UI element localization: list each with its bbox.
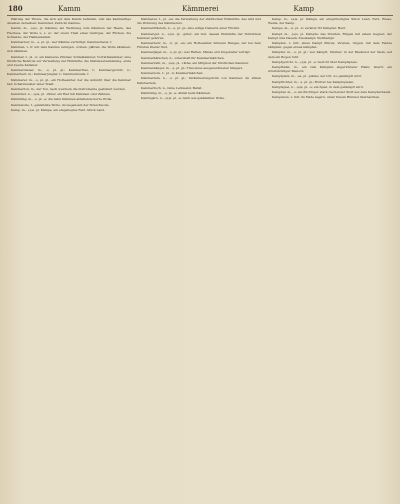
header-rule — [7, 15, 393, 16]
dictionary-entry: Kammerkätzchen, n., scherzhaft für Kammermädchen. — [141, 55, 225, 60]
dictionary-entry: Kämmling, m., -s, pl. -e; die beim Kämmen abfallende kurze Wolle. — [11, 97, 113, 102]
dictionary-entry: Kämmerlein, n., -s, pl. gl.; Verkleinerungsform von Kammer; im stillen Kämmerlein. — [137, 76, 261, 85]
dictionary-entry: Kamm, m., -(e)s, pl. Kämme; ein Werkzeug zum Kämmen der Haare, des Flachses, der Wolle u. s. w.; der obere Theil eines Gebirges, der Rücken, die Schneide; der Hahnenkamm. — [7, 26, 131, 39]
dictionary-entry: Kämmerei, f., pl. -en; die Verwaltung der städtischen Einkünfte; das Amt und die Wohnung des Kämmerers. — [137, 17, 261, 26]
headword-center: Kämmerei — [182, 5, 219, 13]
dictionary-entry: Kampfplatz, m., -es, pl. -plätze; der Ort, wo gekämpft wird. — [272, 74, 362, 79]
page-number: 180 — [8, 4, 23, 13]
dictionary-entry: Kämpfen, v. intr. einen Kampf führen, streiten, ringen; mit dem Feinde kämpfen; gegen etwas kämpfen. — [268, 41, 392, 50]
dictionary-entry: Kampfrichter, m., -s, pl. gl.; Richter bei Kampfspielen. — [272, 79, 355, 84]
dictionary-entry: Kammergut, n., -(e)s, pl. -güter; ein Gut, dessen Einkünfte der fürstlichen Kammer gehören. — [137, 31, 261, 40]
dictionary-entry: Kamp, m., -(e)s, pl. Kämpe; ein eingefriedigtes Stück Land, Feld, Wiese, Weide; der Kamp. — [268, 17, 392, 26]
page-header — [6, 3, 394, 15]
dictionary-entry: Kampe, m., -n, pl. -n; veraltet für Kämpfer, Held. — [272, 26, 346, 31]
dictionary-entry: Kammer, f., pl. -n; ein kleineres Zimmer, Schlafkammer, Vorrathskammer; eine fürstliche Behörde zur Verwaltung der Einkünfte; die Ständeversammlung, erste und zweite Kammer. — [7, 54, 131, 68]
headword-left: Kamm — [58, 5, 81, 13]
dictionary-entry: Kammerdiener, m., -s, pl. gl.; Kammerfrau, f.; Kammergericht, n.; Kammerherr, m.; Kammerjungfer, f.; Kammermusik, f. — [7, 68, 131, 77]
dictionary-entry: Kammerrath, m., -(e)s, pl. -räthe; ein Mitglied der fürstlichen Kammer. — [141, 60, 249, 65]
dictionary-entry: Kammacher, m., -s, pl. gl., wer Kämme verfertigt; Kammacherei, f. — [11, 40, 113, 45]
dictionary-entry: Kammerjäger, m., -s, pl. gl.; wer Ratten, Mäuse und Ungeziefer vertilgt. — [141, 50, 251, 55]
dictionary-entry: Kammerzofe, f., pl. -n; Kammermädchen. — [141, 71, 204, 76]
dictionary-entry: Kammerton, m., der Ton, nach welchem die Instrumente gestimmt werden. — [11, 87, 126, 92]
dictionary-entry: Kampfhahn, m., ein zum Kämpfen abgerichteter Hahn; übertr. ein streitsüchtiger Mensch. — [268, 65, 392, 74]
dictionary-entry: Kampfspiel, n., -(e)s, pl. -e; ein Spiel, in dem gekämpft wird. — [272, 84, 364, 89]
dictionary-entry: Kammwolle, f., gekämmte Wolle, im Gegensatz der Streichwolle. — [11, 102, 110, 107]
headword-right: Kamp — [293, 5, 314, 13]
dictionary-entry: Kammerfräulein, n., -s, pl. gl.; eine adlige Dienerin einer Fürstin. — [141, 26, 241, 31]
text-column-3 — [268, 17, 392, 498]
dictionary-entry: Kammertuch, n., feine Leinwand, Batist. — [141, 85, 203, 90]
dictionary-entry: Kammersänger, m., -s, pl. gl.; Titel eines ausgezeichneten Sängers. — [141, 66, 244, 71]
dictionary-entry: Kampfgericht, n., -(e)s, pl. -e; Gericht über Kampfspiele. — [272, 59, 358, 64]
dictionary-entry: Haltung der Thiere, die sich auf dem Kamm befinden, und das kammartige Ansehen derselben; Kammrad, Zahn im Kamme. — [7, 17, 131, 26]
dictionary-entry: Kämpfer, m., -s, pl. gl.; wer kämpft, Streiter; in der Baukunst der Stein, auf dem ein Bogen ruht. — [268, 50, 392, 59]
dictionary-entry: Kammrad, n., -(e)s, pl. -räder; ein Rad mit Kämmen oder Zähnen. — [11, 92, 111, 97]
dictionary-entry: Kammerherr, m., -n, pl. -en; ein Hofbeamter höheren Ranges, der bei dem Fürsten Dienst thut. — [137, 41, 261, 50]
dictionary-entry: Kampf, m., -(e)s, pl. Kämpfe; das Streiten, Ringen mit einem Gegner; der Kampf ums Dasein; Zweikampf, Wettkampf. — [268, 31, 392, 40]
dictionary-entry: Kammgarn, n., -(e)s, pl. -e; Garn aus gekämmter Wolle. — [141, 96, 226, 101]
dictionary-entry: Kampieren, v. intr. im Felde lagern, unter freiem Himmel übernachten. — [272, 95, 381, 100]
text-column-2 — [137, 17, 261, 498]
dictionary-entry: Kämmerer, m., -s, pl. gl., ein Hofbeamter, der die Aufsicht über die Kammer hat; Schatzmeister einer Stadt. — [7, 77, 131, 86]
dictionary-entry: Kampher, m., -s; ein flüchtiger, stark riechender Stoff aus dem Kampherbaum. — [272, 90, 392, 95]
text-column-1 — [7, 17, 131, 498]
dictionary-entry: Kämmling, m., -s, pl. -e; Abfall beim Kämmen. — [141, 91, 211, 96]
dictionary-entry: Kämmen, v. tr. mit dem Kamme reinigen, ordnen, glätten; die Wolle kämmen; sich kämmen. — [7, 45, 131, 54]
dictionary-entry: Kamp, m., -(e)s, pl. Kämpe; ein eingehegtes Feld, Stück Land. — [11, 107, 106, 112]
